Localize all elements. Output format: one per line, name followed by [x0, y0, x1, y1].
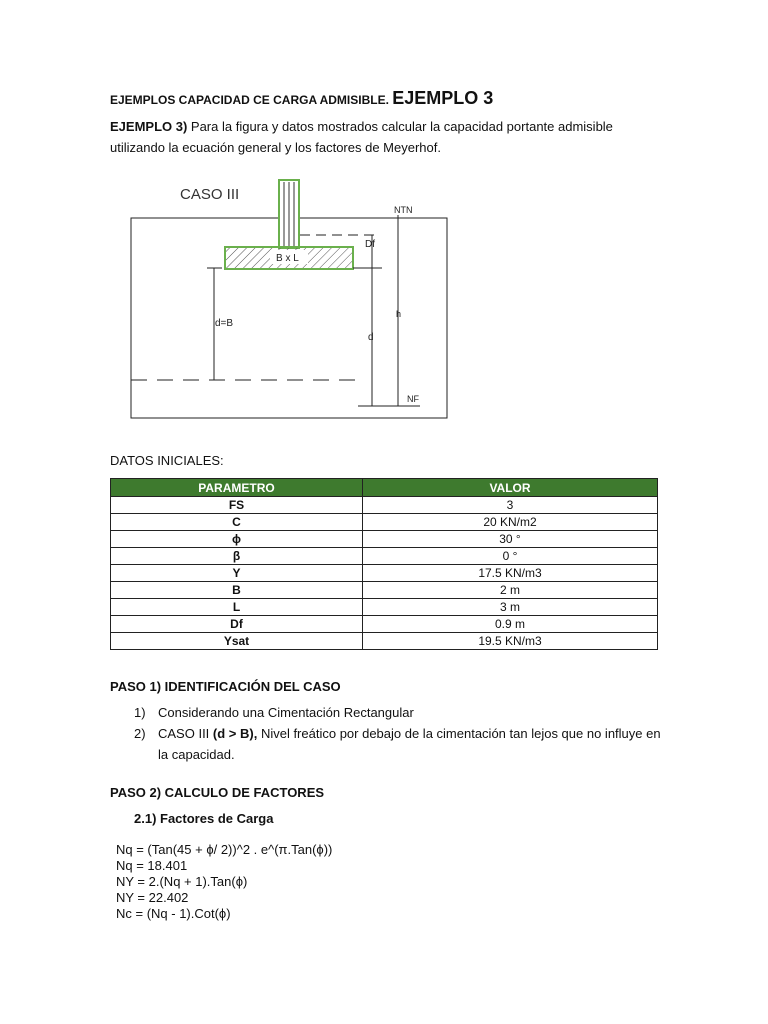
paso1-title: PASO 1) IDENTIFICACIÓN DEL CASO	[110, 679, 341, 694]
value-cell: 3	[363, 497, 658, 514]
table-row	[111, 514, 658, 531]
paso2-subtitle: 2.1) Factores de Carga	[134, 811, 274, 826]
formula-line: Nq = (Tan(45 + ϕ/ 2))^2 . e^(π.Tan(ϕ))	[116, 842, 333, 857]
header-parametro: PARAMETRO	[111, 479, 363, 497]
paso1-list	[134, 702, 664, 765]
list-text-cont: Nivel freático por debajo de la cimentación tan lejos que no influye en la capacidad.	[158, 726, 661, 762]
param-cell: ϕ	[111, 531, 363, 548]
value-cell: 20 KN/m2	[363, 514, 658, 531]
intro-label: EJEMPLO 3)	[110, 119, 188, 134]
formula-line: NY = 22.402	[116, 890, 189, 905]
d-equals-b-label: d=B	[215, 318, 234, 329]
formula-line: Nc = (Nq - 1).Cot(ϕ)	[116, 906, 231, 921]
ntn-label: NTN	[394, 205, 413, 215]
heading-small: EJEMPLOS CAPACIDAD CE CARGA ADMISIBLE.	[110, 93, 389, 107]
list-number: 1)	[134, 705, 146, 720]
value-cell: 19.5 KN/m3	[363, 633, 658, 650]
value-cell: 0 °	[363, 548, 658, 565]
table-row	[111, 599, 658, 616]
parameters-table	[110, 478, 658, 650]
table-row	[111, 565, 658, 582]
table-row	[111, 497, 658, 514]
value-cell: 3 m	[363, 599, 658, 616]
param-cell: B	[111, 582, 363, 599]
paso2-title: PASO 2) CALCULO DE FACTORES	[110, 785, 325, 800]
param-cell: C	[111, 514, 363, 531]
intro-text: Para la figura y datos mostrados calcular la capacidad portante admisible utilizando la ecuación general y los factores de Meyerhof.	[110, 119, 613, 155]
nf-label: NF	[407, 394, 419, 404]
list-item	[134, 723, 664, 765]
param-cell: Y	[111, 565, 363, 582]
table-row	[111, 531, 658, 548]
param-cell: Df	[111, 616, 363, 633]
d-label: d	[368, 332, 374, 343]
list-text: Considerando una Cimentación Rectangular	[158, 705, 414, 720]
df-label: Df	[365, 239, 375, 250]
h-label: h	[396, 309, 402, 319]
datos-title: DATOS INICIALES:	[110, 453, 224, 468]
table-row	[111, 616, 658, 633]
formulas-block	[116, 842, 332, 922]
document-heading	[110, 88, 493, 109]
footing-label: B x L	[276, 253, 299, 264]
caso-iii-diagram	[110, 172, 470, 422]
list-text: CASO III	[158, 726, 213, 741]
value-cell: 2 m	[363, 582, 658, 599]
formula-line: NY = 2.(Nq + 1).Tan(ϕ)	[116, 874, 248, 889]
header-valor: VALOR	[363, 479, 658, 497]
heading-big: EJEMPLO 3	[392, 88, 494, 108]
param-cell: L	[111, 599, 363, 616]
param-cell: Ysat	[111, 633, 363, 650]
table-row	[111, 582, 658, 599]
diagram-title: CASO III	[180, 186, 240, 203]
list-number: 2)	[134, 726, 146, 741]
intro-paragraph	[110, 116, 650, 158]
value-cell: 30 °	[363, 531, 658, 548]
list-bold-text: (d > B),	[212, 726, 258, 741]
param-cell: FS	[111, 497, 363, 514]
list-item	[134, 702, 664, 723]
param-cell: β	[111, 548, 363, 565]
value-cell: 17.5 KN/m3	[363, 565, 658, 582]
value-cell: 0.9 m	[363, 616, 658, 633]
table-row	[111, 633, 658, 650]
formula-line: Nq = 18.401	[116, 858, 188, 873]
table-row	[111, 548, 658, 565]
